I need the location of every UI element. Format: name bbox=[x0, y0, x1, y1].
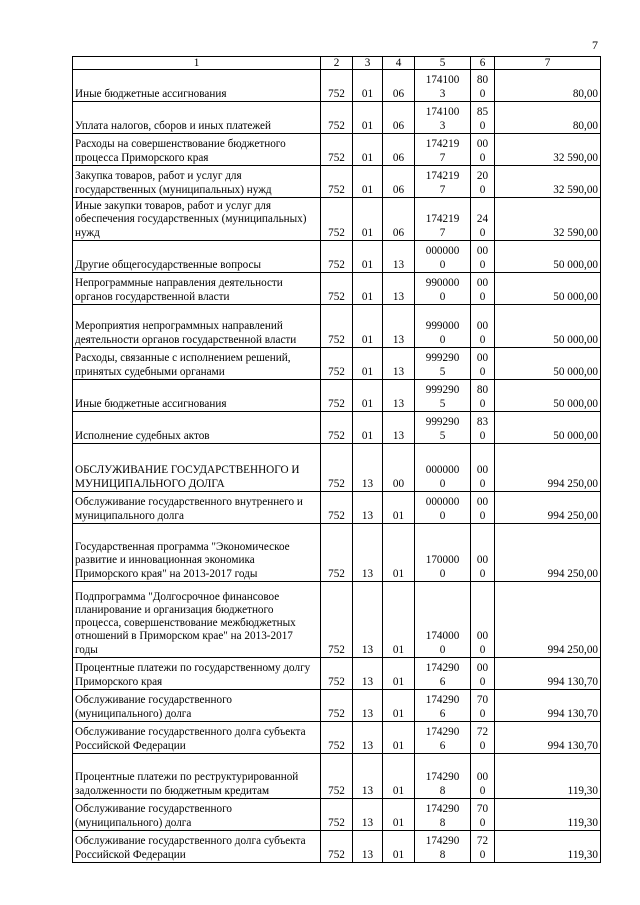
target-article-code bbox=[415, 305, 471, 348]
table-row bbox=[73, 348, 601, 380]
amount: 119,30 bbox=[495, 754, 601, 799]
header-cell: 1 bbox=[73, 57, 321, 70]
csr-line: 000000 bbox=[425, 245, 460, 258]
header-cell: 4 bbox=[383, 57, 415, 70]
ved-code: 752 bbox=[321, 492, 353, 524]
row-name: ОБСЛУЖИВАНИЕ ГОСУДАРСТВЕННОГО И МУНИЦИПАЛЬНОГО ДОЛГА bbox=[73, 444, 321, 492]
vr-line: 0 bbox=[479, 675, 486, 688]
amount: 80,00 bbox=[495, 102, 601, 134]
csr-line: 174000 bbox=[425, 630, 460, 643]
row-name: Расходы, связанные с исполнением решений, принятых судебными органами bbox=[73, 348, 321, 380]
csr-line: 0 bbox=[439, 643, 446, 656]
amount: 994 250,00 bbox=[495, 524, 601, 582]
vr-line: 00 bbox=[476, 771, 489, 784]
section-code: 13 bbox=[353, 722, 383, 754]
target-article-code bbox=[415, 166, 471, 198]
target-article-code bbox=[415, 198, 471, 241]
expense-type-code bbox=[471, 412, 495, 444]
expense-type-code bbox=[471, 658, 495, 690]
csr-line: 6 bbox=[439, 739, 446, 752]
section-code: 01 bbox=[353, 273, 383, 305]
header-cell: 7 bbox=[495, 57, 601, 70]
csr-line: 3 bbox=[439, 87, 446, 100]
target-article-code bbox=[415, 690, 471, 722]
target-article-code bbox=[415, 492, 471, 524]
vr-line: 0 bbox=[479, 643, 486, 656]
csr-line: 0 bbox=[439, 509, 446, 522]
table-row bbox=[73, 273, 601, 305]
expense-type-code bbox=[471, 273, 495, 305]
vr-line: 0 bbox=[479, 290, 486, 303]
row-name: Обслуживание государственного (муниципального) долга bbox=[73, 799, 321, 831]
row-name: Иные бюджетные ассигнования bbox=[73, 70, 321, 102]
table-row bbox=[73, 444, 601, 492]
subsection-code: 13 bbox=[383, 348, 415, 380]
vr-line: 0 bbox=[479, 509, 486, 522]
vr-line: 0 bbox=[479, 848, 486, 861]
target-article-code bbox=[415, 722, 471, 754]
ved-code: 752 bbox=[321, 444, 353, 492]
csr-line: 174290 bbox=[425, 726, 460, 739]
amount: 994 250,00 bbox=[495, 492, 601, 524]
amount: 32 590,00 bbox=[495, 134, 601, 166]
csr-line: 0 bbox=[439, 258, 446, 271]
target-article-code bbox=[415, 754, 471, 799]
ved-code: 752 bbox=[321, 305, 353, 348]
expense-type-code bbox=[471, 444, 495, 492]
row-name: Иные закупки товаров, работ и услуг для обеспечения государственных (муниципальных) нужд bbox=[73, 198, 321, 241]
row-name: Государственная программа "Экономическое развитие и инновационная экономика Приморского края" на 2013-2017 годы bbox=[73, 524, 321, 582]
expense-type-code bbox=[471, 102, 495, 134]
vr-line: 00 bbox=[476, 662, 489, 675]
vr-line: 0 bbox=[479, 183, 486, 196]
table-row bbox=[73, 690, 601, 722]
ved-code: 752 bbox=[321, 273, 353, 305]
csr-line: 3 bbox=[439, 119, 446, 132]
csr-line: 0 bbox=[439, 333, 446, 346]
vr-line: 72 bbox=[476, 835, 489, 848]
expense-type-code bbox=[471, 70, 495, 102]
target-article-code bbox=[415, 524, 471, 582]
amount: 50 000,00 bbox=[495, 273, 601, 305]
csr-line: 174290 bbox=[425, 771, 460, 784]
csr-line: 0 bbox=[439, 477, 446, 490]
amount: 994 250,00 bbox=[495, 582, 601, 658]
csr-line: 174290 bbox=[425, 803, 460, 816]
csr-line: 0 bbox=[439, 290, 446, 303]
expense-type-code bbox=[471, 690, 495, 722]
header-cell: 5 bbox=[415, 57, 471, 70]
section-code: 01 bbox=[353, 241, 383, 273]
vr-line: 80 bbox=[476, 384, 489, 397]
subsection-code: 01 bbox=[383, 492, 415, 524]
table-row bbox=[73, 658, 601, 690]
vr-line: 0 bbox=[479, 707, 486, 720]
target-article-code bbox=[415, 70, 471, 102]
table-row bbox=[73, 524, 601, 582]
csr-line: 8 bbox=[439, 816, 446, 829]
vr-line: 00 bbox=[476, 464, 489, 477]
row-name: Непрограммные направления деятельности органов государственной власти bbox=[73, 273, 321, 305]
subsection-code: 01 bbox=[383, 799, 415, 831]
amount: 119,30 bbox=[495, 831, 601, 863]
vr-line: 0 bbox=[479, 429, 486, 442]
ved-code: 752 bbox=[321, 524, 353, 582]
ved-code: 752 bbox=[321, 70, 353, 102]
vr-line: 83 bbox=[476, 416, 489, 429]
ved-code: 752 bbox=[321, 754, 353, 799]
vr-line: 0 bbox=[479, 226, 486, 239]
vr-line: 00 bbox=[476, 630, 489, 643]
vr-line: 0 bbox=[479, 87, 486, 100]
expense-type-code bbox=[471, 754, 495, 799]
vr-line: 00 bbox=[476, 554, 489, 567]
vr-line: 24 bbox=[476, 213, 489, 226]
amount: 50 000,00 bbox=[495, 380, 601, 412]
ved-code: 752 bbox=[321, 380, 353, 412]
target-article-code bbox=[415, 273, 471, 305]
ved-code: 752 bbox=[321, 582, 353, 658]
subsection-code: 01 bbox=[383, 582, 415, 658]
vr-line: 70 bbox=[476, 694, 489, 707]
csr-line: 7 bbox=[439, 151, 446, 164]
expense-type-code bbox=[471, 348, 495, 380]
amount: 50 000,00 bbox=[495, 348, 601, 380]
expense-type-code bbox=[471, 380, 495, 412]
row-name: Закупка товаров, работ и услуг для государственных (муниципальных) нужд bbox=[73, 166, 321, 198]
table-row bbox=[73, 831, 601, 863]
subsection-code: 01 bbox=[383, 524, 415, 582]
section-code: 01 bbox=[353, 380, 383, 412]
expense-type-code bbox=[471, 722, 495, 754]
table-row bbox=[73, 305, 601, 348]
table-row bbox=[73, 582, 601, 658]
expense-type-code bbox=[471, 831, 495, 863]
expense-type-code bbox=[471, 166, 495, 198]
row-name: Процентные платежи по государственному долгу Приморского края bbox=[73, 658, 321, 690]
amount: 50 000,00 bbox=[495, 241, 601, 273]
table-row bbox=[73, 412, 601, 444]
subsection-code: 06 bbox=[383, 102, 415, 134]
vr-line: 0 bbox=[479, 739, 486, 752]
csr-line: 174100 bbox=[425, 106, 460, 119]
header-cell: 6 bbox=[471, 57, 495, 70]
section-code: 01 bbox=[353, 348, 383, 380]
subsection-code: 01 bbox=[383, 722, 415, 754]
expense-type-code bbox=[471, 524, 495, 582]
section-code: 01 bbox=[353, 102, 383, 134]
table-row bbox=[73, 799, 601, 831]
header-row bbox=[73, 57, 601, 70]
target-article-code bbox=[415, 444, 471, 492]
ved-code: 752 bbox=[321, 722, 353, 754]
section-code: 13 bbox=[353, 690, 383, 722]
row-name: Расходы на совершенствование бюджетного процесса Приморского края bbox=[73, 134, 321, 166]
csr-line: 0 bbox=[439, 567, 446, 580]
ved-code: 752 bbox=[321, 198, 353, 241]
target-article-code bbox=[415, 102, 471, 134]
amount: 994 130,70 bbox=[495, 722, 601, 754]
section-code: 13 bbox=[353, 799, 383, 831]
vr-line: 00 bbox=[476, 138, 489, 151]
section-code: 01 bbox=[353, 412, 383, 444]
row-name: Обслуживание государственного (муниципального) долга bbox=[73, 690, 321, 722]
vr-line: 0 bbox=[479, 816, 486, 829]
row-name: Процентные платежи по реструктурированной задолженности по бюджетным кредитам bbox=[73, 754, 321, 799]
vr-line: 00 bbox=[476, 245, 489, 258]
section-code: 13 bbox=[353, 754, 383, 799]
table-row bbox=[73, 722, 601, 754]
expense-type-code bbox=[471, 492, 495, 524]
vr-line: 80 bbox=[476, 74, 489, 87]
csr-line: 8 bbox=[439, 848, 446, 861]
vr-line: 0 bbox=[479, 397, 486, 410]
target-article-code bbox=[415, 380, 471, 412]
amount: 32 590,00 bbox=[495, 198, 601, 241]
row-name: Обслуживание государственного долга субъекта Российской Федерации bbox=[73, 831, 321, 863]
amount: 994 130,70 bbox=[495, 690, 601, 722]
ved-code: 752 bbox=[321, 166, 353, 198]
csr-line: 5 bbox=[439, 365, 446, 378]
ved-code: 752 bbox=[321, 102, 353, 134]
vr-line: 0 bbox=[479, 784, 486, 797]
csr-line: 174219 bbox=[425, 213, 460, 226]
csr-line: 7 bbox=[439, 226, 446, 239]
amount: 994 250,00 bbox=[495, 444, 601, 492]
subsection-code: 00 bbox=[383, 444, 415, 492]
table-row bbox=[73, 241, 601, 273]
csr-line: 174219 bbox=[425, 138, 460, 151]
header-cell: 2 bbox=[321, 57, 353, 70]
budget-table bbox=[72, 56, 601, 863]
header-cell: 3 bbox=[353, 57, 383, 70]
row-name: Другие общегосударственные вопросы bbox=[73, 241, 321, 273]
target-article-code bbox=[415, 348, 471, 380]
csr-line: 174100 bbox=[425, 74, 460, 87]
section-code: 01 bbox=[353, 305, 383, 348]
table-row bbox=[73, 198, 601, 241]
expense-type-code bbox=[471, 241, 495, 273]
expense-type-code bbox=[471, 305, 495, 348]
amount: 994 130,70 bbox=[495, 658, 601, 690]
ved-code: 752 bbox=[321, 348, 353, 380]
table-row bbox=[73, 492, 601, 524]
amount: 80,00 bbox=[495, 70, 601, 102]
ved-code: 752 bbox=[321, 412, 353, 444]
row-name: Обслуживание государственного долга субъекта Российской Федерации bbox=[73, 722, 321, 754]
target-article-code bbox=[415, 582, 471, 658]
section-code: 13 bbox=[353, 582, 383, 658]
vr-line: 0 bbox=[479, 365, 486, 378]
section-code: 13 bbox=[353, 658, 383, 690]
amount: 50 000,00 bbox=[495, 305, 601, 348]
expense-type-code bbox=[471, 582, 495, 658]
section-code: 01 bbox=[353, 198, 383, 241]
csr-line: 7 bbox=[439, 183, 446, 196]
vr-line: 00 bbox=[476, 352, 489, 365]
csr-line: 999290 bbox=[425, 384, 460, 397]
subsection-code: 01 bbox=[383, 690, 415, 722]
section-code: 13 bbox=[353, 492, 383, 524]
csr-line: 6 bbox=[439, 707, 446, 720]
csr-line: 174290 bbox=[425, 694, 460, 707]
section-code: 01 bbox=[353, 70, 383, 102]
vr-line: 0 bbox=[479, 151, 486, 164]
table-row bbox=[73, 754, 601, 799]
csr-line: 999000 bbox=[425, 320, 460, 333]
vr-line: 85 bbox=[476, 106, 489, 119]
row-name: Иные бюджетные ассигнования bbox=[73, 380, 321, 412]
target-article-code bbox=[415, 658, 471, 690]
subsection-code: 13 bbox=[383, 412, 415, 444]
section-code: 01 bbox=[353, 134, 383, 166]
csr-line: 174290 bbox=[425, 835, 460, 848]
row-name: Мероприятия непрограммных направлений деятельности органов государственной власти bbox=[73, 305, 321, 348]
csr-line: 000000 bbox=[425, 464, 460, 477]
row-name: Обслуживание государственного внутреннего и муниципального долга bbox=[73, 492, 321, 524]
table-body bbox=[73, 70, 601, 863]
subsection-code: 06 bbox=[383, 134, 415, 166]
table-row bbox=[73, 166, 601, 198]
ved-code: 752 bbox=[321, 134, 353, 166]
amount: 32 590,00 bbox=[495, 166, 601, 198]
subsection-code: 06 bbox=[383, 198, 415, 241]
expense-type-code bbox=[471, 198, 495, 241]
subsection-code: 01 bbox=[383, 754, 415, 799]
csr-line: 990000 bbox=[425, 277, 460, 290]
target-article-code bbox=[415, 241, 471, 273]
vr-line: 72 bbox=[476, 726, 489, 739]
row-name: Подпрограмма "Долгосрочное финансовое планирование и организация бюджетного процесса, совершенствование межбюджетных отношений в Приморском крае" на 2013-2017 годы bbox=[73, 582, 321, 658]
vr-line: 00 bbox=[476, 496, 489, 509]
table-row bbox=[73, 134, 601, 166]
target-article-code bbox=[415, 799, 471, 831]
target-article-code bbox=[415, 134, 471, 166]
csr-line: 999290 bbox=[425, 416, 460, 429]
subsection-code: 13 bbox=[383, 273, 415, 305]
expense-type-code bbox=[471, 799, 495, 831]
csr-line: 5 bbox=[439, 429, 446, 442]
subsection-code: 06 bbox=[383, 166, 415, 198]
vr-line: 70 bbox=[476, 803, 489, 816]
vr-line: 00 bbox=[476, 320, 489, 333]
subsection-code: 06 bbox=[383, 70, 415, 102]
ved-code: 752 bbox=[321, 658, 353, 690]
section-code: 01 bbox=[353, 166, 383, 198]
expense-type-code bbox=[471, 134, 495, 166]
page-number: 7 bbox=[592, 38, 598, 52]
csr-line: 174219 bbox=[425, 170, 460, 183]
section-code: 13 bbox=[353, 831, 383, 863]
vr-line: 0 bbox=[479, 477, 486, 490]
section-code: 13 bbox=[353, 444, 383, 492]
table-row bbox=[73, 70, 601, 102]
vr-line: 20 bbox=[476, 170, 489, 183]
vr-line: 0 bbox=[479, 119, 486, 132]
subsection-code: 13 bbox=[383, 241, 415, 273]
csr-line: 6 bbox=[439, 675, 446, 688]
amount: 119,30 bbox=[495, 799, 601, 831]
csr-line: 8 bbox=[439, 784, 446, 797]
table-row bbox=[73, 380, 601, 412]
csr-line: 5 bbox=[439, 397, 446, 410]
vr-line: 0 bbox=[479, 333, 486, 346]
ved-code: 752 bbox=[321, 799, 353, 831]
vr-line: 0 bbox=[479, 567, 486, 580]
subsection-code: 13 bbox=[383, 380, 415, 412]
csr-line: 174290 bbox=[425, 662, 460, 675]
row-name: Исполнение судебных актов bbox=[73, 412, 321, 444]
table-row bbox=[73, 102, 601, 134]
vr-line: 0 bbox=[479, 258, 486, 271]
section-code: 13 bbox=[353, 524, 383, 582]
ved-code: 752 bbox=[321, 690, 353, 722]
ved-code: 752 bbox=[321, 831, 353, 863]
target-article-code bbox=[415, 412, 471, 444]
csr-line: 170000 bbox=[425, 554, 460, 567]
subsection-code: 01 bbox=[383, 658, 415, 690]
subsection-code: 13 bbox=[383, 305, 415, 348]
amount: 50 000,00 bbox=[495, 412, 601, 444]
subsection-code: 01 bbox=[383, 831, 415, 863]
csr-line: 999290 bbox=[425, 352, 460, 365]
csr-line: 000000 bbox=[425, 496, 460, 509]
target-article-code bbox=[415, 831, 471, 863]
ved-code: 752 bbox=[321, 241, 353, 273]
vr-line: 00 bbox=[476, 277, 489, 290]
row-name: Уплата налогов, сборов и иных платежей bbox=[73, 102, 321, 134]
